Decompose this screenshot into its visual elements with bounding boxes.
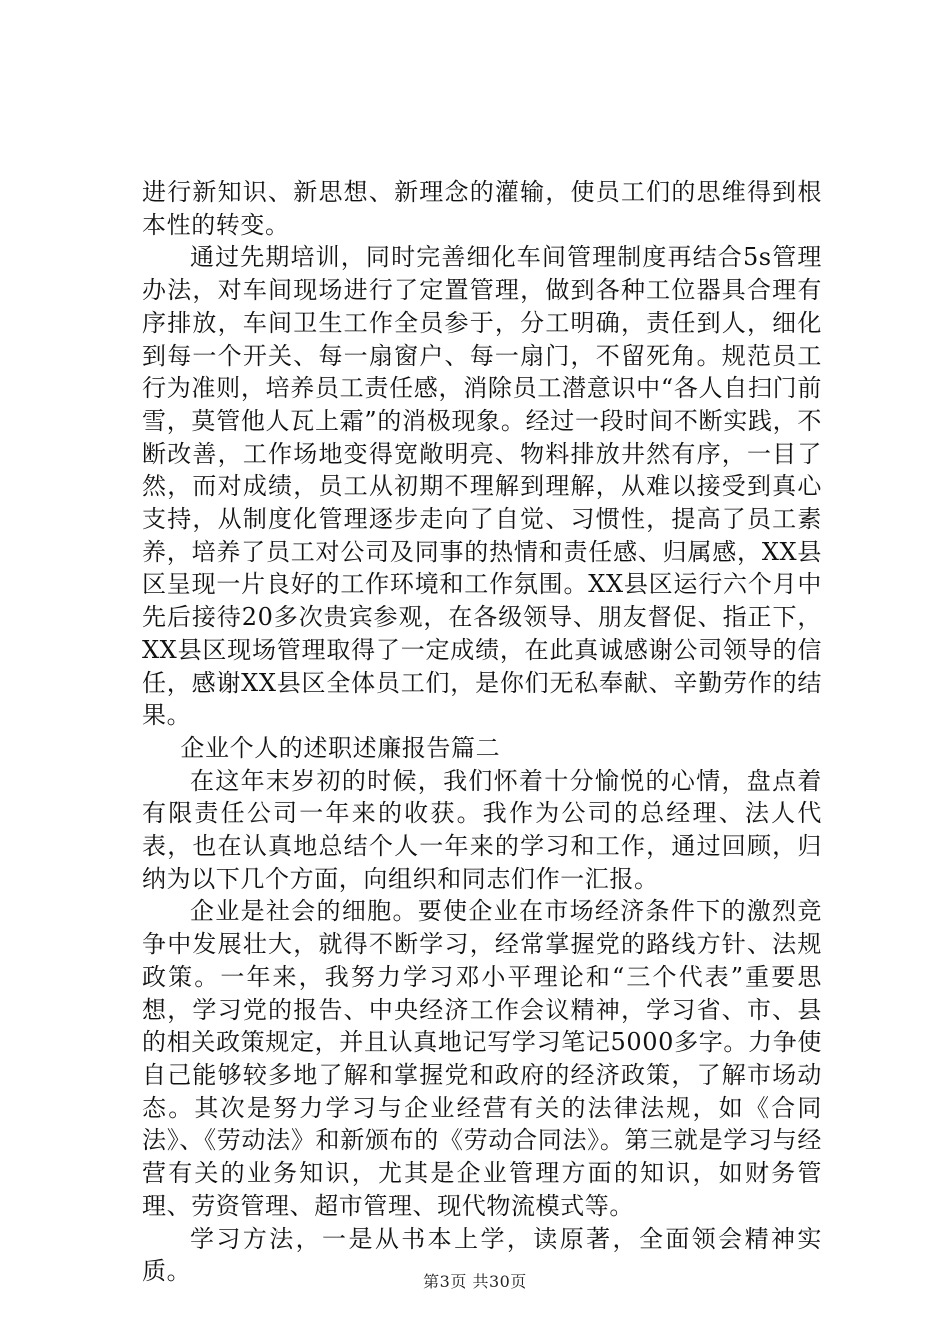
section-heading: 企业个人的述职述廉报告篇二 [180,733,501,762]
document-body [142,176,822,1288]
page-footer: 第3页 共30页 [423,1272,527,1291]
paragraph-study: 企业是社会的细胞。要使企业在市场经济条件下的激烈竞争中发展壮大，就得不断学习，经常掌握党的路线方针、法规政策。一年来，我努力学习邓小平理论和“三个代表”重要思想，学习党的报告、中央经济工作会议精神，学习省、市、县的相关政策规定，并且认真地记写学习笔记5000多字。力争使自己能够较多地了解和掌握党和政府的经济政策，了解市场动态。其次是努力学习与企业经营有关的法律法规，如《合同法》、《劳动法》和新颁布的《劳动合同法》。第三就是学习与经营有关的业务知识，尤其是企业管理方面的知识，如财务管理、劳资管理、超市管理、现代物流模式等。 [142,897,822,1220]
paragraph-introduction: 在这年末岁初的时候，我们怀着十分愉悦的心情，盘点着有限责任公司一年来的收获。我作为公司的总经理、法人代表，也在认真地总结个人一年来的学习和工作，通过回顾，归纳为以下几个方面，向组织和同志们作一汇报。 [142,766,822,893]
paragraph-site-management: 通过先期培训，同时完善细化车间管理制度再结合5s管理办法，对车间现场进行了定置管理，做到各种工位器具合理有序排放，车间卫生工作全员参于，分工明确，责任到人，细化到每一个开关、每一扇窗户、每一扇门，不留死角。规范员工行为准则，培养员工责任感，消除员工潜意识中“各人自扫门前雪，莫管他人瓦上霜”的消极现象。经过一段时间不断实践，不断改善，工作场地变得宽敞明亮、物料排放井然有序，一目了然，而对成绩，员工从初期不理解到理解，从难以接受到真心支持，从制度化管理逐步走向了自觉、习惯性，提高了员工素养，培养了员工对公司及同事的热情和责任感、归属感，XX县区呈现一片良好的工作环境和工作氛围。XX县区运行六个月中先后接待20多次贵宾参观，在各级领导、朋友督促、指正下，XX县区现场管理取得了一定成绩，在此真诚感谢公司领导的信任，感谢XX县区全体员工们，是你们无私奉献、辛勤劳作的结果。 [142,243,822,730]
paragraph-study-method: 学习方法，一是从书本上学，读原著，全面领会精神实质。 [142,1224,822,1286]
paragraph-continuation: 进行新知识、新思想、新理念的灌输，使员工们的思维得到根本性的转变。 [142,178,822,239]
